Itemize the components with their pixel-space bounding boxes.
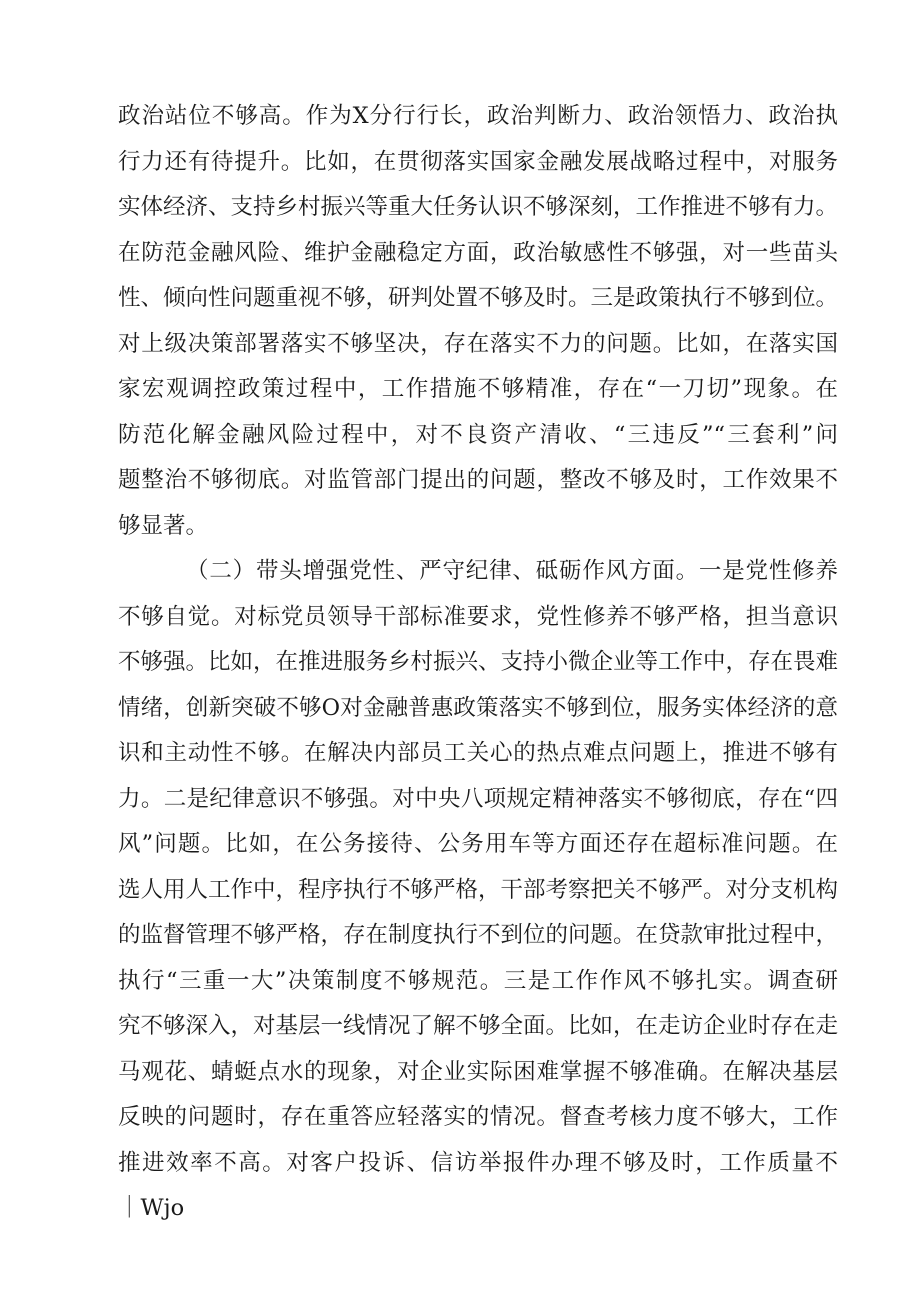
text-line: 执行“三重一大”决策制度不够规范。三是工作作风不够扎实。调查研 (118, 967, 838, 994)
text-line: 马观花、蜻蜓点水的现象，对企业实际困难掌握不够准确。在解决基层 (118, 1058, 838, 1085)
text-line: 行力还有待提升。比如，在贯彻落实国家金融发展战略过程中，对服务 (118, 148, 838, 175)
text-line: 对上级决策部署落实不够坚决，存在落实不力的问题。比如，在落实国 (118, 330, 838, 357)
text-line: 反映的问题时，存在重答应轻落实的情况。督查考核力度不够大，工作 (118, 1104, 838, 1130)
text-line: ｜Wjo (118, 1195, 185, 1221)
text-line: 识和主动性不够。在解决内部员工关心的热点难点问题上，推进不够有 (118, 740, 838, 766)
text-line: 在防范金融风险、维护金融稳定方面，政治敏感性不够强，对一些苗头 (118, 239, 838, 266)
section-heading-line: （二）带头增强党性、严守纪律、砥砺作风方面。一是党性修养 (186, 558, 838, 584)
text-line: 的监督管理不够严格，存在制度执行不到位的问题。在贷款审批过程中， (118, 922, 838, 948)
text-line: 性、倾向性问题重视不够，研判处置不够及时。三是政策执行不够到位。 (118, 285, 838, 311)
document-body (118, 94, 838, 1232)
text-line: 防范化解金融风险过程中，对不良资产清收、“三违反”“三套利”问 (118, 421, 838, 448)
text-line: 实体经济、支持乡村振兴等重大任务认识不够深刻，工作推进不够有力。 (118, 194, 838, 220)
paragraph-1 (118, 94, 838, 549)
text-line: 家宏观调控政策过程中，工作措施不够精准，存在“一刀切”现象。在 (118, 376, 838, 402)
text-line: 推进效率不高。对客户投诉、信访举报件办理不够及时，工作质量不 (118, 1149, 838, 1176)
text-line: 够显著。 (118, 512, 209, 539)
text-line: 题整治不够彻底。对监管部门提出的问题，整改不够及时，工作效果不 (118, 467, 838, 493)
text-line: 情绪，创新突破不够O对金融普惠政策落实不够到位，服务实体经济的意 (118, 694, 838, 721)
text-line: 政治站位不够高。作为X分行行长，政治判断力、政治领悟力、政治执 (118, 103, 838, 129)
paragraph-2 (118, 549, 838, 1232)
text-line: 不够自觉。对标党员领导干部标准要求，党性修养不够严格，担当意识 (118, 603, 838, 630)
text-line: 究不够深入，对基层一线情况了解不够全面。比如，在走访企业时存在走 (118, 1013, 838, 1039)
text-line: 选人用人工作中，程序执行不够严格，干部考察把关不够严。对分支机构 (118, 876, 838, 903)
text-line: 力。二是纪律意识不够强。对中央八项规定精神落实不够彻底，存在“四 (118, 785, 838, 812)
text-line: 风”问题。比如，在公务接待、公务用车等方面还存在超标准问题。在 (118, 831, 838, 857)
text-line: 不够强。比如，在推进服务乡村振兴、支持小微企业等工作中，存在畏难 (118, 649, 838, 675)
